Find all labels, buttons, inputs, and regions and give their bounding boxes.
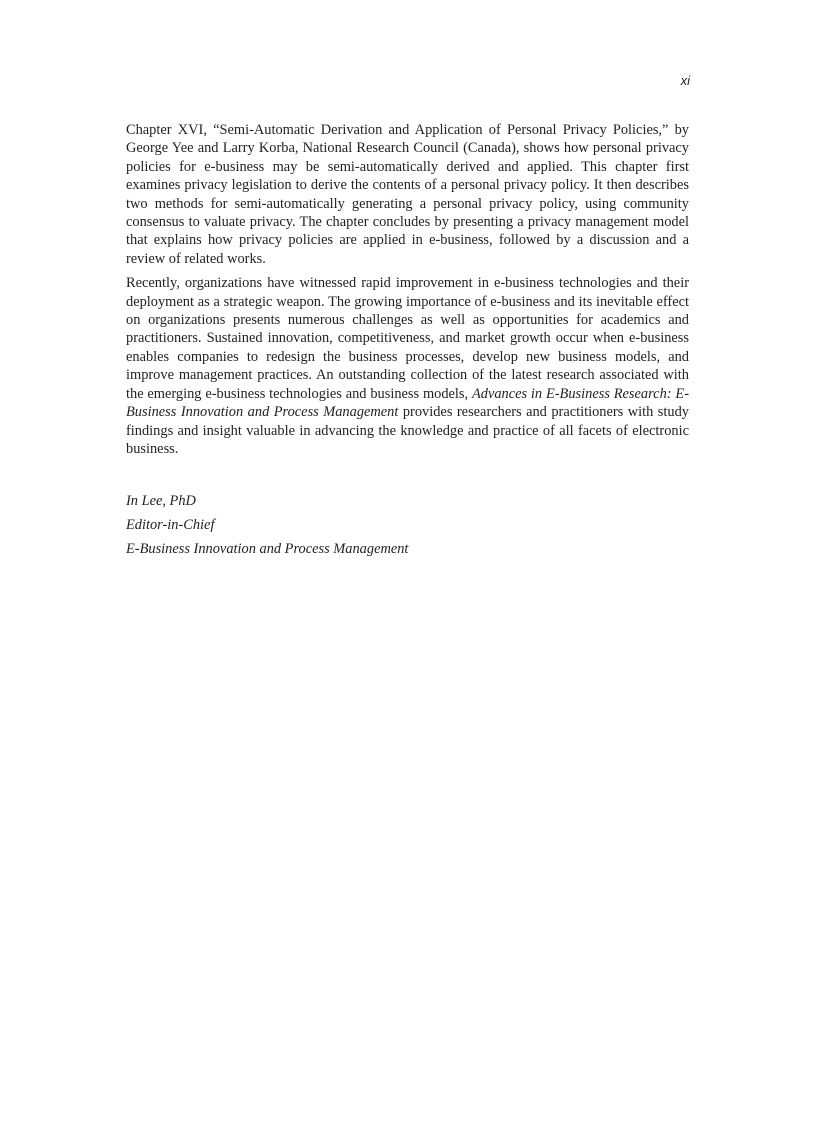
signature-series: E-Business Innovation and Process Management [126, 541, 409, 558]
signature-name: In Lee, PhD [126, 493, 196, 510]
paragraph-text-before-title: Recently, organizations have witnessed rapid improvement in e-business technologies and their deployment as a strategic weapon. The growing importance of e-business and its inevitable effect on organizations presents numerous challenges as well as opportunities for academics and practitioners. Sustained innovation, competitiveness, and market growth occur when e-business enables companies to redesign the business processes, develop new business models, and improve management practices. An outstanding collection of the latest research associated with the emerging e-business technologies and business models, [126, 275, 689, 402]
book-title: Advances in E-Business Research: E-Business Innovation and Process Management [126, 385, 689, 421]
signature-role: Editor-in-Chief [126, 517, 215, 534]
signature-block [126, 489, 689, 561]
paragraph-text-after-title: provides researchers and practitioners with study findings and insight valuable in advancing the knowledge and practice of all facets of electronic business. [126, 404, 689, 457]
paragraph-chapter-xvi: Chapter XVI, “Semi-Automatic Derivation and Application of Personal Privacy Policies,” by George Yee and Larry Korba, National Research Council (Canada), shows how personal privacy policies for e-business may be semi-automatically derived and applied. This chapter first examines privacy legislation to derive the contents of a personal privacy policy. It then describes two methods for semi-automatically generating a personal privacy policy, using community consensus to valuate privacy. The chapter concludes by presenting a privacy management model that explains how privacy policies are applied in e-business, followed by a discussion and a review of related works. [126, 122, 689, 267]
page-number: xi [680, 73, 690, 88]
paragraph-closing-summary [126, 274, 689, 458]
page-content [126, 121, 689, 561]
